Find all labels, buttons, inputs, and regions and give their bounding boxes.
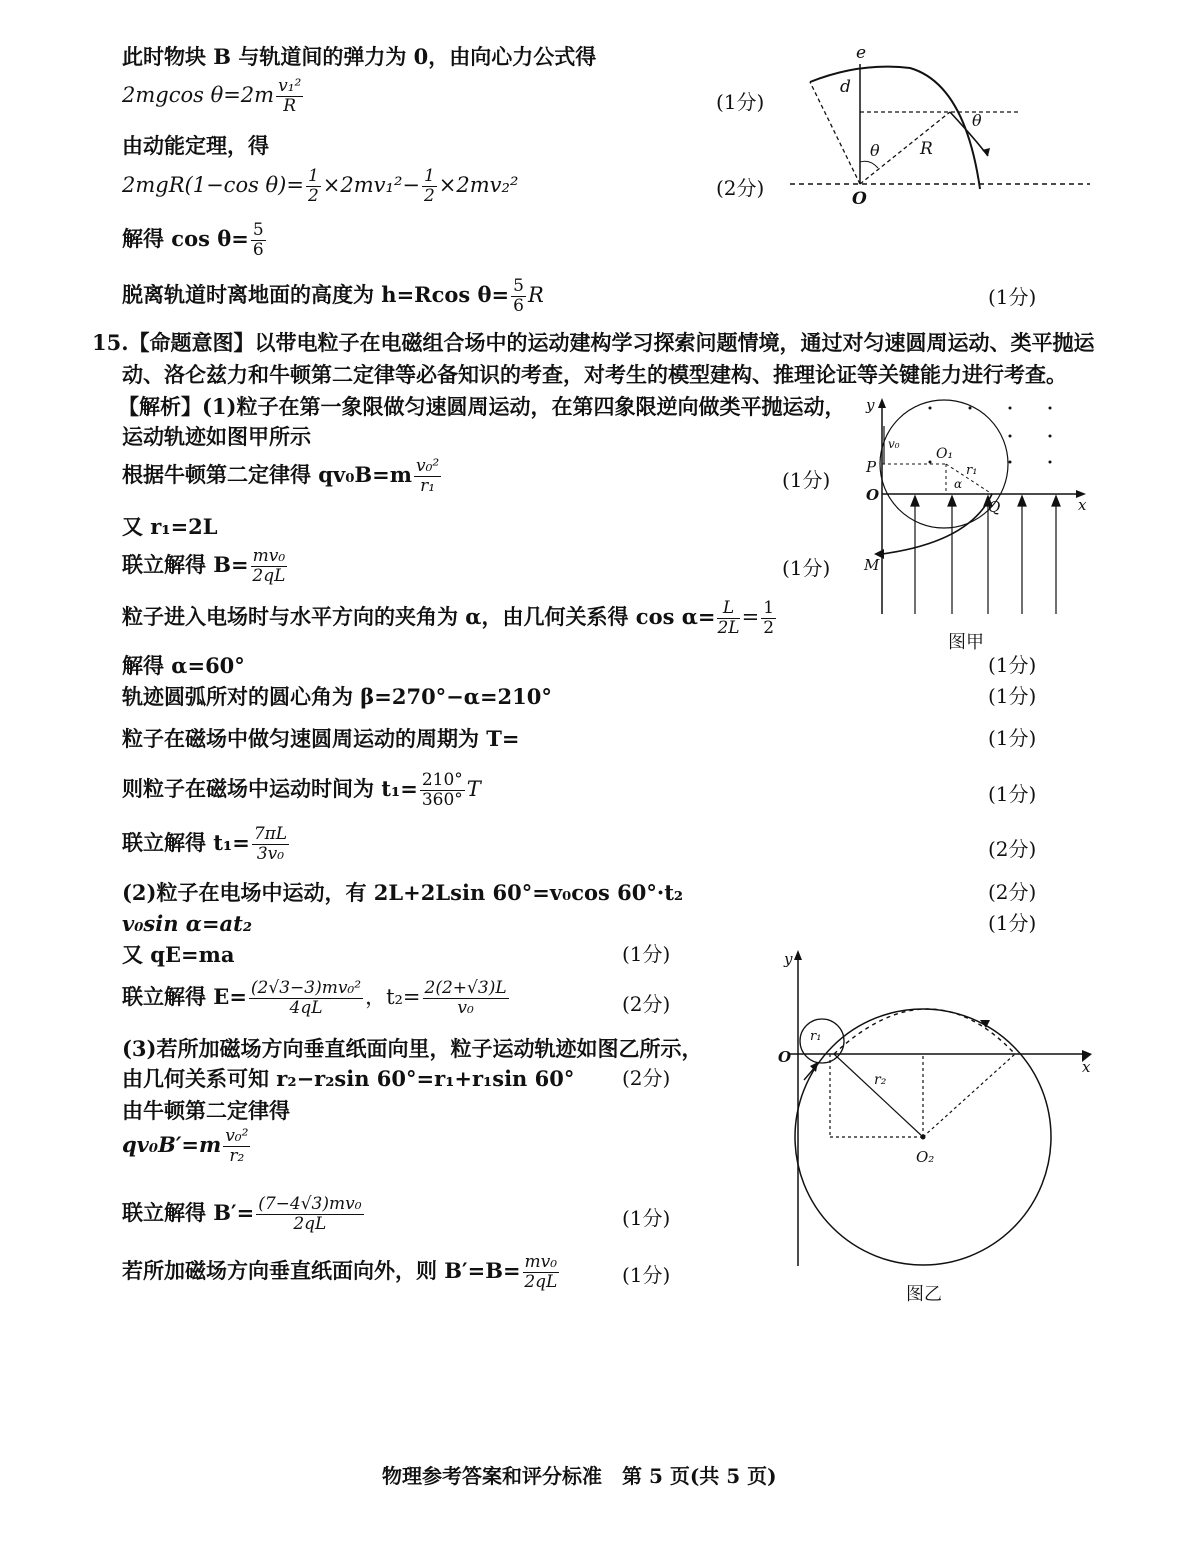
svg-text:M: M: [864, 556, 880, 574]
svg-text:O₂: O₂: [916, 1148, 935, 1166]
equation: 解得 α=60°: [122, 653, 245, 678]
svg-text:y: y: [866, 396, 875, 414]
score: (2分): [988, 837, 1037, 861]
equation: v₀sin α=at₂: [122, 911, 253, 936]
svg-text:θ: θ: [972, 111, 982, 130]
equation: 又 r₁=2L: [122, 514, 218, 539]
svg-text:x: x: [1078, 496, 1087, 514]
question-title: 15.【命题意图】以带电粒子在电磁组合场中的运动建构学习探索问题情境，通过对匀速圆周运动、类平抛运: [92, 330, 1095, 355]
equation: (2)粒子在电场中运动，有 2L+2Lsin 60°=v₀cos 60°·t₂: [122, 880, 684, 905]
svg-text:R: R: [920, 139, 933, 159]
equation: 则粒子在磁场中运动时间为 t₁= $\frac{210^\circ}{360^\circ}$ T: [122, 770, 481, 810]
equation: 联立解得 B= $\frac{\text{mv₀}}{2qL}$: [122, 546, 286, 586]
svg-text:r₂: r₂: [874, 1072, 887, 1088]
score: (1分): [988, 684, 1037, 708]
svg-text:α: α: [954, 477, 963, 491]
svg-text:P: P: [866, 458, 877, 476]
score: (2分): [716, 176, 765, 200]
svg-text:x: x: [1082, 1058, 1091, 1076]
svg-text:d: d: [840, 77, 851, 97]
svg-text:y: y: [784, 950, 793, 968]
svg-text:e: e: [856, 44, 867, 63]
score: (1分): [622, 1206, 671, 1230]
score: (1分): [622, 1263, 671, 1287]
score: (1分): [988, 285, 1037, 309]
text-line: 此时物块 B 与轨道间的弹力为 0，由向心力公式得: [122, 44, 597, 69]
figure-caption: 图乙: [906, 1284, 942, 1305]
equation: 粒子在磁场中做匀速圆周运动的周期为 T=: [122, 726, 520, 751]
text-line: 由牛顿第二定律得: [122, 1098, 290, 1123]
equation: 根据牛顿第二定律得 qv₀B=m $\frac{\text{v₀²}}{\text{r₁}}$: [122, 456, 440, 496]
score: (1分): [716, 90, 765, 114]
equation: qv₀B′=m $\frac{\text{v₀²}}{\text{r₂}}$: [122, 1126, 249, 1166]
score: (1分): [782, 468, 831, 492]
equation: 联立解得 E= $\frac{\text{(2√3−3)mv₀²}}{4qL}$ ，t₂= $\frac{2(2+√3)L}{\text{v₀}}$: [122, 978, 507, 1018]
equation: 脱离轨道时离地面的高度为 h=Rcos θ= $\frac{5}{6}$ R: [122, 276, 544, 316]
svg-text:O₁: O₁: [936, 446, 954, 462]
text-line: 【解析】(1)粒子在第一象限做匀速圆周运动，在第四象限逆向做类平抛运动，: [118, 394, 846, 419]
equation: 又 qE=ma: [122, 942, 235, 967]
equation: 轨迹圆弧所对的圆心角为 β=270°−α=210°: [122, 684, 552, 709]
score: (2分): [988, 880, 1037, 904]
question-title-cont: 动、洛仑兹力和牛顿第二定律等必备知识的考查，对考生的模型建构、推理论证等关键能力进行考查。: [122, 362, 1067, 387]
equation: 2mgcos θ=2m $\frac{\text{v₁²}}{R}$: [122, 76, 302, 116]
score: (1分): [622, 942, 671, 966]
score: (1分): [988, 782, 1037, 806]
score: (2分): [622, 992, 671, 1016]
svg-text:Q: Q: [988, 498, 1001, 516]
equation: 若所加磁场方向垂直纸面向外，则 B′=B= $\frac{\text{mv₀}}{2qL}$: [122, 1252, 558, 1292]
equation: 联立解得 t₁= $\frac{7\pi L}{\text{3v₀}}$: [122, 824, 288, 864]
page-footer: 物理参考答案和评分标准 第 5 页(共 5 页): [382, 1464, 777, 1488]
score: (2分): [622, 1066, 671, 1090]
score: (1分): [782, 556, 831, 580]
equation: 粒子进入电场时与水平方向的夹角为 α，由几何关系得 cos α= $\frac{L}{2L}$ = $\frac{1}{2}$: [122, 598, 775, 638]
figure-jia: [860, 392, 1095, 627]
figure-caption: 图甲: [948, 632, 984, 653]
figure-yi: [770, 944, 1100, 1274]
svg-text:O: O: [778, 1048, 792, 1066]
svg-text:O: O: [866, 486, 880, 504]
text-line: 由动能定理，得: [122, 133, 269, 158]
equation: 由几何关系可知 r₂−r₂sin 60°=r₁+r₁sin 60°: [122, 1066, 575, 1091]
track-diagram: [790, 44, 1100, 214]
svg-text:r₁: r₁: [966, 463, 978, 478]
equation: 2mgR(1−cos θ)= $\frac{1}{2}$ ×2mv₁²− $\frac{1}{2}$ ×2mv₂²: [122, 166, 519, 206]
equation: 联立解得 B′= $\frac{\text{(7−4√3)mv₀}}{2qL}$: [122, 1194, 362, 1234]
text-line: (3)若所加磁场方向垂直纸面向里，粒子运动轨迹如图乙所示，: [122, 1036, 703, 1061]
score: (1分): [988, 653, 1037, 677]
score: (1分): [988, 911, 1037, 935]
svg-text:v₀: v₀: [888, 437, 900, 451]
equation: 解得 cos θ= $\frac{5}{6}$: [122, 220, 264, 260]
text-line: 运动轨迹如图甲所示: [122, 424, 311, 449]
score: (1分): [988, 726, 1037, 750]
svg-text:O: O: [852, 189, 867, 209]
svg-text:θ: θ: [870, 141, 880, 160]
svg-text:r₁: r₁: [810, 1029, 822, 1044]
